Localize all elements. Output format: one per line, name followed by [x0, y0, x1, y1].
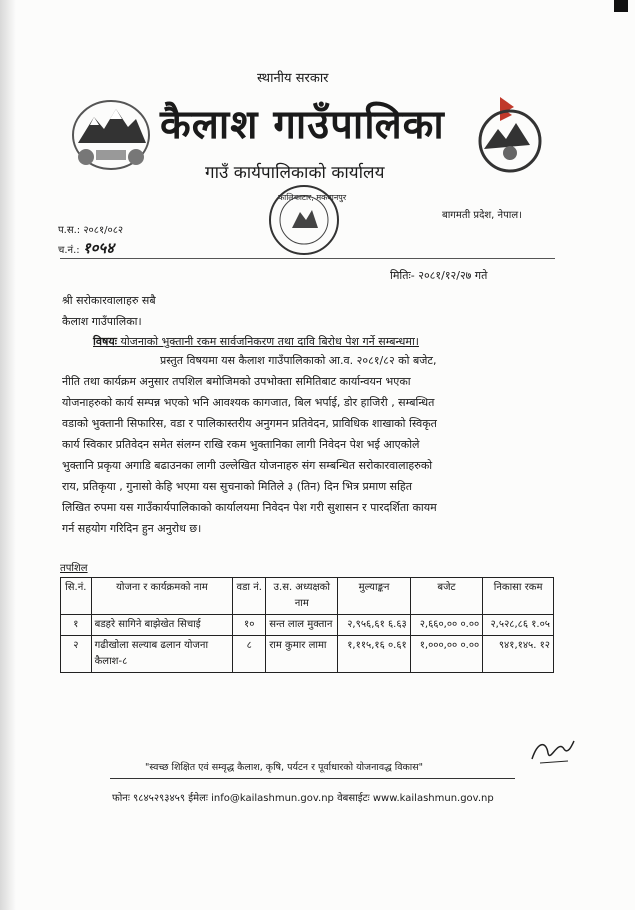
body-line: भुक्तानि प्रकृया अगाडि बढाउनका लागी उल्लेखित योजनाहरु संग सम्बन्धित सरोकारवालाहरुको [62, 459, 433, 472]
addressee-line-2: कैलाश गाउँपालिका। [62, 315, 142, 328]
table-header-row [61, 578, 554, 615]
footer-contact: फोनः ९८४५२९३४५९ ईमेलः info@kailashmun.gov.np वेबसाईटः www.kailashmun.gov.np [112, 793, 494, 804]
addressee-line-1: श्री सरोकारवालाहरु सबै [62, 294, 156, 307]
subject-label: विषयः [93, 335, 117, 348]
header-divider [60, 258, 555, 259]
cell-project-name: बडहरे सागिने बाझेखेत सिचाई [91, 615, 233, 636]
cell-evaluation: २,९५६,६१ ६.६३ [338, 615, 410, 636]
schedule-table [60, 577, 554, 673]
page-edge-shadow [0, 0, 16, 910]
cell-ward: ८ [233, 636, 266, 673]
cell-released-amount: ९४१,१४५. १२ [483, 636, 554, 673]
body-line: कार्य स्विकार प्रतिवेदन समेत संलग्न राखि रकम भुक्तानिका लागी निवेदन पेश भई आएकोले [62, 438, 420, 451]
office-subtitle: गाउँ कार्यपालिकाको कार्यालय [205, 163, 385, 183]
office-name-heading: कैलाश गाउँपालिका [160, 102, 445, 148]
body-line: वडाको भुक्तानी सिफारिस, वडा र पालिकास्तरीय अनुगमन प्रतिवेदन, प्राविधिक शाखाको स्विकृत [62, 417, 437, 430]
cell-project-name: गढीखोला सल्याब ढलान योजना कैलाश-८ [91, 636, 233, 673]
nepal-government-emblem-icon [66, 95, 156, 173]
office-address: कालिकाटार, मकवानपुर [278, 193, 347, 202]
municipality-logo-icon [470, 93, 550, 175]
column-header-sn: सि.नं. [61, 578, 92, 615]
cell-released-amount: २,५२८,८६ १.०५ [483, 615, 554, 636]
footer-slogan: "स्वच्छ शिक्षित एवं सम्वृद्ध कैलाश, कृषि, पर्यटन र पूर्वाधारको योजनावद्ध विकास" [145, 762, 424, 773]
letter-date: मितिः- २०८१/१२/२७ गते [390, 269, 488, 282]
reference-number [58, 222, 123, 236]
subject-text: योजनाको भुक्तानी रकम सार्वजनिकरण तथा दावि बिरोध पेश गर्ने सम्बन्धमा। [120, 335, 419, 348]
office-seal-stamp-icon [262, 180, 346, 260]
table-row [61, 636, 554, 673]
province-label: बागमती प्रदेश, नेपाल। [442, 210, 522, 221]
cell-budget: २,६६०,०० ०.०० [410, 615, 482, 636]
reference-value: २०८१/०८२ [83, 225, 124, 236]
column-header-budget: बजेट [410, 578, 482, 615]
cell-budget: १,०००,०० ०.०० [410, 636, 482, 673]
column-header-ward: वडा नं. [233, 578, 266, 615]
dispatch-value: १०५४ [82, 239, 115, 257]
table-row [61, 615, 554, 636]
reference-label: प.स.: [58, 225, 81, 236]
dispatch-number [58, 238, 114, 258]
body-line: योजनाहरुको कार्य सम्पन्न भएको भनि आवश्यक कागजात, बिल भर्पाई, डोर हाजिरी , सम्बन्धित [62, 396, 435, 409]
cell-evaluation: १,११५,१६ ०.६१ [338, 636, 410, 673]
column-header-project-name: योजना र कार्यक्रमको नाम [91, 578, 233, 615]
cell-chairperson: सन्त लाल मुक्तान [266, 615, 338, 636]
body-line: लिखित रुपमा यस गाउँकार्यपालिकाको कार्यालयमा निवेदन पेश गरी सुशासन र पारदर्शिता कायम [62, 501, 437, 514]
cell-ward: १० [233, 615, 266, 636]
column-header-chairperson: उ.स. अध्यक्षको नाम [266, 578, 338, 615]
scan-corner-mark [614, 0, 628, 12]
cell-sn: २ [61, 636, 92, 673]
column-header-released-amount: निकासा रकम [483, 578, 554, 615]
cell-chairperson: राम कुमार लामा [266, 636, 338, 673]
government-label: स्थानीय सरकार [257, 71, 329, 86]
body-line: राय, प्रतिकृया , गुनासो केहि भएमा यस सुचनाको मितिले ३ (तिन) दिन भित्र प्रमाण सहित [62, 480, 413, 493]
column-header-evaluation: मुल्याङ्कन [338, 578, 410, 615]
footer-divider [110, 778, 515, 779]
dispatch-label: च.नं.: [58, 245, 80, 256]
body-line: गर्न सहयोग गरिदिन हुन अनुरोध छ। [62, 522, 202, 535]
subject-line [93, 334, 419, 349]
schedule-label: तपशिल [60, 563, 88, 574]
body-line: प्रस्तुत विषयमा यस कैलाश गाउँपालिकाको आ.व. २०८१/८२ को बजेट, [160, 354, 437, 367]
body-line: नीति तथा कार्यक्रम अनुसार तपशिल बमोजिमको उपभोक्ता समितिबाट कार्यान्वयन भएका [62, 375, 411, 388]
cell-sn: १ [61, 615, 92, 636]
signature-icon [528, 735, 578, 767]
